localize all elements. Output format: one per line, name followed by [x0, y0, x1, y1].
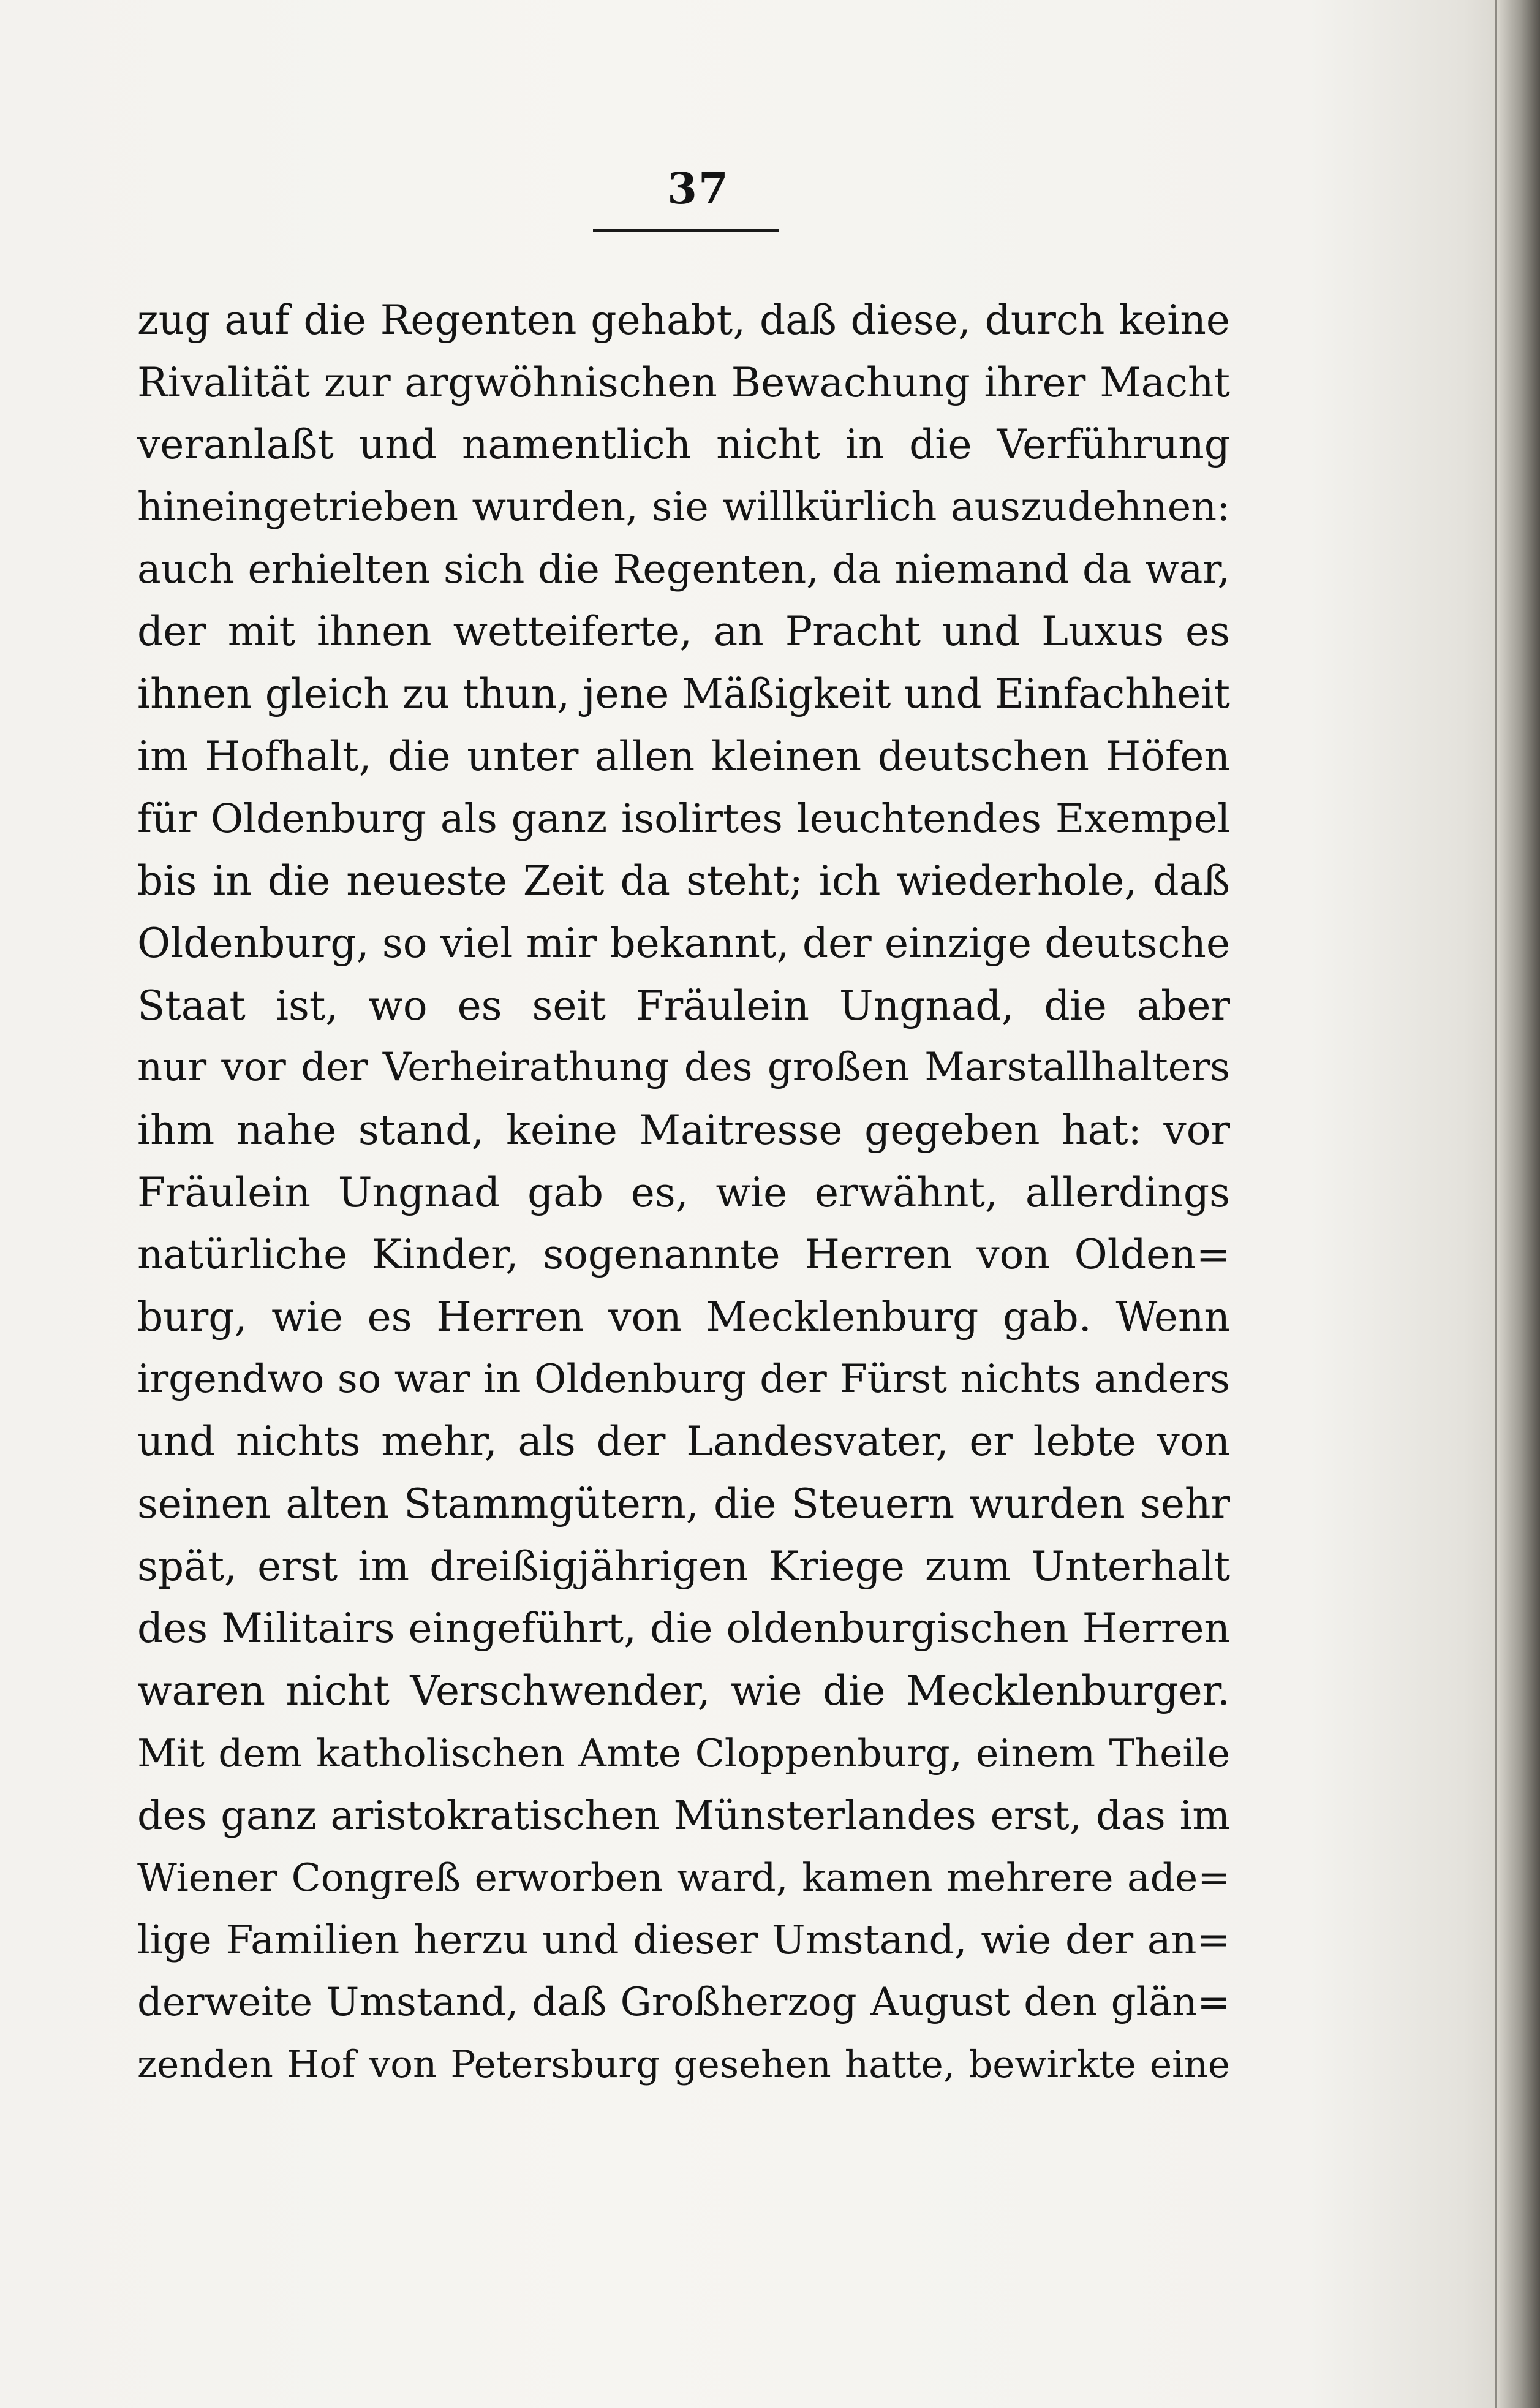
text-line: seinen alten Stammgütern, die Steuern wurden sehr: [137, 1480, 1230, 1528]
text-line: des Militairs eingeführt, die oldenburgischen Herren: [137, 1605, 1230, 1653]
text-line: Wiener Congreß erworben ward, kamen mehrere ade=: [137, 1855, 1230, 1901]
text-line: des ganz aristokratischen Münsterlandes erst, das im: [137, 1792, 1230, 1839]
text-line: auch erhielten sich die Regenten, da niemand da war,: [137, 546, 1230, 593]
page-number: 37: [667, 163, 730, 214]
text-line: ihm nahe stand, keine Maitresse gegeben hat: vor: [137, 1106, 1230, 1154]
text-line: waren nicht Verschwender, wie die Mecklenburger.: [137, 1667, 1230, 1715]
text-line: lige Familien herzu und dieser Umstand, wie der an=: [137, 1917, 1230, 1963]
text-line: Rivalität zur argwöhnischen Bewachung ihrer Macht: [137, 358, 1230, 406]
text-line: ihnen gleich zu thun, jene Mäßigkeit und Einfachheit: [137, 670, 1230, 718]
book-binding-edge: [1497, 0, 1540, 2408]
text-line: hineingetrieben wurden, sie willkürlich auszudehnen:: [137, 484, 1230, 531]
text-line: Fräulein Ungnad gab es, wie erwähnt, allerdings: [137, 1168, 1230, 1216]
text-line: zug auf die Regenten gehabt, daß diese, durch keine: [137, 297, 1230, 344]
text-line: derweite Umstand, daß Großherzog August den glän=: [137, 1979, 1230, 2025]
text-line: im Hofhalt, die unter allen kleinen deutschen Höfen: [137, 732, 1230, 780]
text-line: Staat ist, wo es seit Fräulein Ungnad, die aber: [137, 982, 1230, 1029]
text-line: Oldenburg, so viel mir bekannt, der einzige deutsche: [137, 919, 1230, 967]
body-text: [137, 289, 1230, 2096]
text-line: und nichts mehr, als der Landesvater, er lebte von: [137, 1418, 1230, 1466]
text-line: für Oldenburg als ganz isolirtes leuchtendes Exempel: [137, 795, 1230, 842]
text-line: spät, erst im dreißigjährigen Kriege zum Unterhalt: [137, 1542, 1230, 1590]
header-rule: [593, 229, 779, 232]
text-line: nur vor der Verheirathung des großen Marstallhalters: [137, 1045, 1230, 1091]
text-line: bis in die neueste Zeit da steht; ich wiederhole, daß: [137, 857, 1230, 905]
text-line: der mit ihnen wetteiferte, an Pracht und Luxus es: [137, 608, 1230, 656]
text-line: veranlaßt und namentlich nicht in die Verführung: [137, 421, 1230, 469]
text-line: Mit dem katholischen Amte Cloppenburg, einem Theile: [137, 1730, 1230, 1776]
text-line: burg, wie es Herren von Mecklenburg gab. Wenn: [137, 1293, 1230, 1341]
text-line: irgendwo so war in Oldenburg der Fürst nichts anders: [137, 1356, 1230, 1402]
text-line: natürliche Kinder, sogenannte Herren von Olden=: [137, 1231, 1230, 1279]
text-line: zenden Hof von Petersburg gesehen hatte, bewirkte eine: [137, 2043, 1230, 2087]
